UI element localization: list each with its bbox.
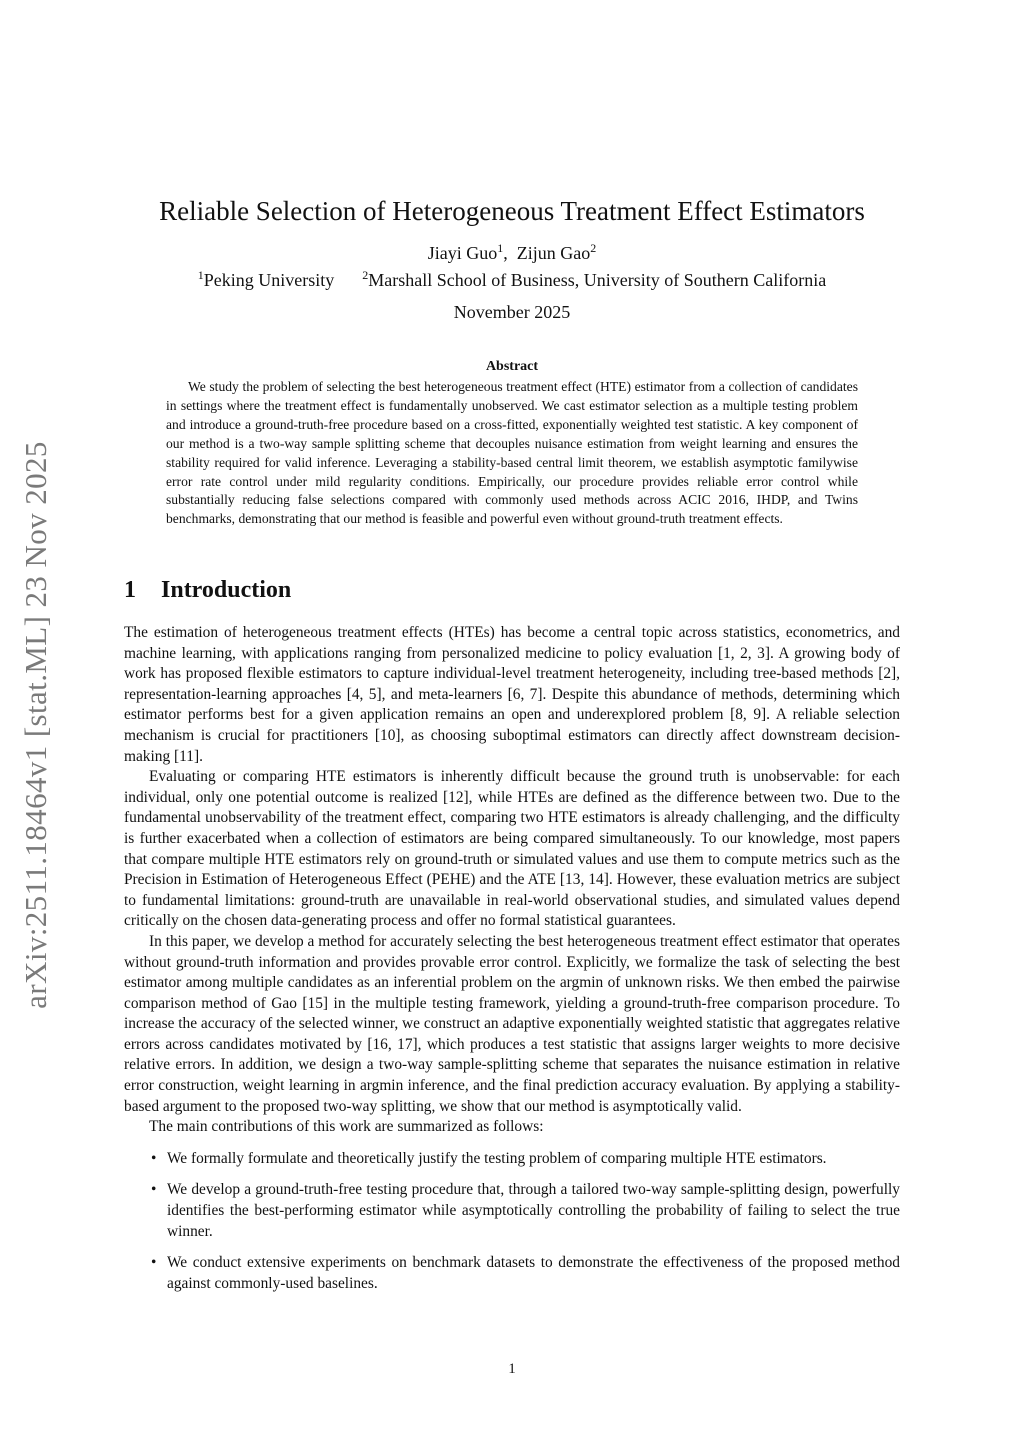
page-number: 1 — [508, 1361, 516, 1377]
arxiv-identifier: arXiv:2511.18464v1 [stat.ML] 23 Nov 2025 — [18, 441, 54, 1009]
body-paragraph: In this paper, we develop a method for accurately selecting the best heterogeneous treatment effect estimator that operates without ground-truth information and provides provable error control. Explicitly, we formalize the task of selecting the best estimator among multiple candidates as an inferential problem on the argmin of unknown risks. We then embed the pairwise comparison method of Gao [15] in the multiple testing framework, yielding a ground-truth-free comparison procedure. To increase the accuracy of the selected winner, we construct an adaptive exponentially weighted statistic that aggregates relative errors across candidates motivated by [16, 17], which produces a test statistic that assigns larger weights to more decisive relative errors. In addition, we design a two-way sample-splitting scheme that separates the nuisance estimation in relative error construction, weight learning in argmin inference, and the final prediction accuracy evaluation. By applying a stability-based argument to the proposed two-way splitting, we show that our method is asymptotically valid. — [124, 932, 900, 1115]
section-heading — [124, 577, 291, 604]
list-item — [124, 1149, 900, 1170]
section-title: Introduction — [161, 577, 292, 603]
affiliation-name: Marshall School of Business, University of Southern California — [368, 270, 827, 290]
abstract-text: We study the problem of selecting the best heterogeneous treatment effect (HTE) estimator from a collection of candidates in settings where the treatment effect is fundamentally unobserved. We cast estimator selection as a multiple testing problem and introduce a ground-truth-free procedure based on a cross-fitted, exponentially weighted test statistic. A key component of our method is a two-way sample splitting scheme that decouples nuisance estimation from weight learning and ensures the stability required for valid inference. Leveraging a stability-based central limit theorem, we establish asymptotic familywise error rate control under mild regularity conditions. Empirically, our procedure provides reliable error control while substantially reducing false selections compared with commonly used methods across ACIC 2016, IHDP, and Twins benchmarks, demonstrating that our method is feasible and powerful even without ground-truth treatment effects. — [166, 379, 858, 527]
list-item-text: We formally formulate and theoretically justify the testing problem of comparing multiple HTE estimators. — [167, 1149, 827, 1167]
abstract-heading: Abstract — [485, 359, 539, 374]
author-affiliation-mark: 2 — [590, 241, 597, 255]
list-item-text: We develop a ground-truth-free testing procedure that, through a tailored two-way sample-splitting design, powerfully identifies the best-performing estimator while asymptotically controlling the probability of failing to select the true winner. — [167, 1181, 900, 1240]
bullet-icon: • — [151, 1254, 157, 1272]
arxiv-sidebar-stamp — [14, 405, 58, 1045]
list-item — [124, 1180, 900, 1242]
affiliation-mark: 1 — [197, 268, 204, 282]
affiliation-mark: 2 — [362, 268, 369, 282]
list-item — [124, 1253, 900, 1294]
paper-title: Reliable Selection of Heterogeneous Treatment Effect Estimators — [159, 196, 865, 226]
affiliation-list — [0, 270, 1024, 291]
body-paragraph: The main contributions of this work are summarized as follows: — [149, 1118, 544, 1136]
bullet-icon: • — [151, 1181, 157, 1199]
affiliation-name: Peking University — [203, 270, 335, 290]
author-name: Jiayi Guo — [427, 243, 498, 263]
section-body — [124, 623, 900, 1294]
section-number: 1 — [124, 577, 136, 603]
contributions-list — [124, 1149, 900, 1295]
list-item-text: We conduct extensive experiments on benchmark datasets to demonstrate the effectiveness of the proposed method against commonly-used baselines. — [167, 1254, 900, 1292]
body-paragraph: Evaluating or comparing HTE estimators is inherently difficult because the ground truth is unobservable: for each individual, only one potential outcome is realized [12], while HTEs are defined as the difference between two. Due to the fundamental unobservability of the treatment effect, comparing two HTE estimators is already challenging, and the difficulty is further exacerbated when a collection of estimators are being compared simultaneously. To our knowledge, most papers that compare multiple HTE estimators rely on ground-truth or simulated values and use them to compute metrics such as the Precision in Estimation of Heterogeneous Effect (PEHE) and the ATE [13, 14]. However, these evaluation metrics are subject to fundamental limitations: ground-truth are unavailable in real-world observational studies, and simulated values depend critically on the chosen data-generating process and offer no formal statistical guarantees. — [124, 768, 900, 930]
author-name: Zijun Gao — [516, 243, 591, 263]
publication-date: November 2025 — [453, 302, 571, 322]
body-paragraph: The estimation of heterogeneous treatment effects (HTEs) has become a central topic across statistics, econometrics, and machine learning, with applications ranging from personalized medicine to policy evaluation [1, 2, 3]. A growing body of work has proposed flexible estimators to capture individual-level treatment heterogeneity, including tree-based methods [2], representation-learning approaches [4, 5], and meta-learners [6, 7]. Despite this abundance of methods, determining which estimator performs best for a given application remains an open and underexplored problem [8, 9]. A reliable selection mechanism is crucial for practitioners [10], as choosing suboptimal estimators can directly affect downstream decision-making [11]. — [124, 624, 900, 765]
bullet-icon: • — [151, 1149, 157, 1167]
author-list: Jiayi Guo$^1$, Zijun Gao$^2$ — [427, 241, 597, 263]
author-affiliation-mark: 1 — [497, 241, 504, 255]
